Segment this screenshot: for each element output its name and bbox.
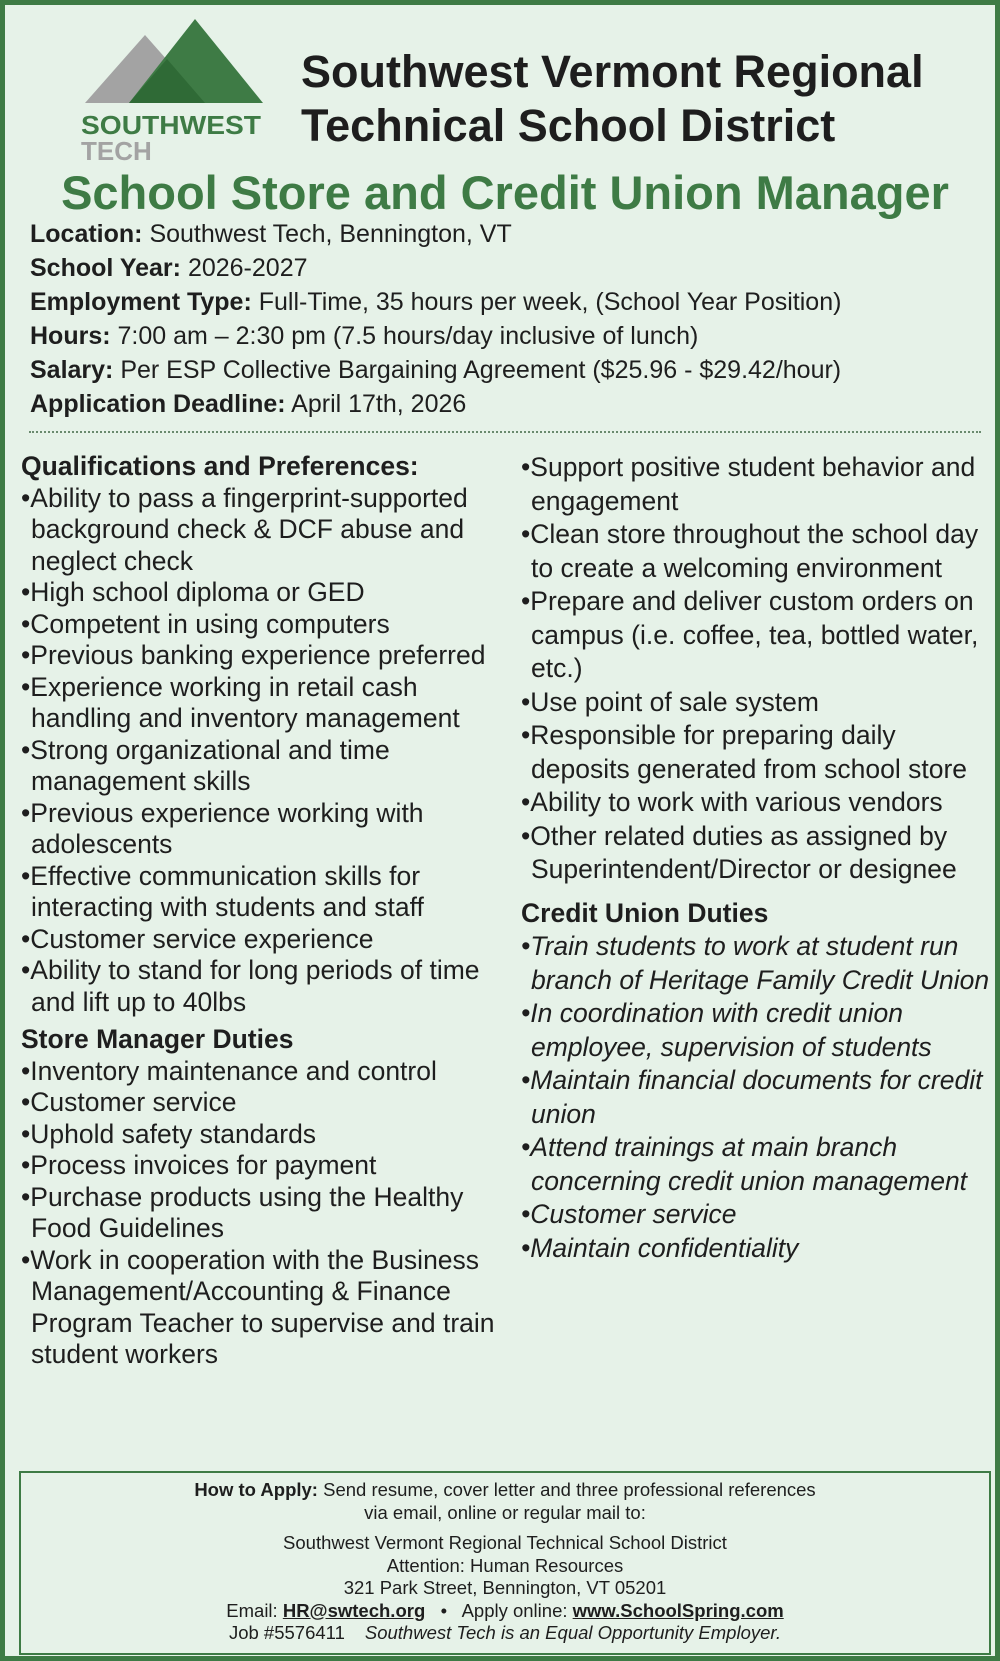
address-line-2: Attention: Human Resources [386,1554,624,1576]
email-link[interactable]: HR@swtech.org [282,1599,426,1621]
dotted-divider [29,431,981,433]
list-item: • Effective communication skills for interacting with students and staff [21,861,497,924]
info-hours: Hours: 7:00 am – 2:30 pm (7.5 hours/day inclusive of lunch) [30,322,699,350]
footer-line [21,1622,989,1645]
list-item: • Maintain confidentiality [521,1232,999,1266]
list-item: • Attend trainings at main branch concerning credit union management [521,1131,999,1198]
list-item: • High school diploma or GED [21,577,497,609]
list-item: • Customer service [521,1198,999,1232]
org-title-line-1: Southwest Vermont Regional [301,46,924,97]
apply-instructions-2: via email, online or regular mail to: [364,1501,646,1523]
right-column [521,451,999,1265]
list-item: • Competent in using computers [21,609,497,641]
qualifications-heading: Qualifications and Preferences: [21,451,419,481]
list-item: • Clean store throughout the school day to create a welcoming environment [521,518,999,585]
organization-title [301,45,991,153]
credit-union-heading: Credit Union Duties [521,897,769,928]
list-item: • In coordination with credit union employee, supervision of students [521,997,999,1064]
address-line-1: Southwest Vermont Regional Technical School District [283,1532,727,1553]
list-item: • Process invoices for payment [21,1150,497,1182]
left-column [21,451,497,1371]
list-item: • Other related duties as assigned by Superintendent/Director or designee [521,820,999,887]
store-duties-heading: Store Manager Duties [21,1024,294,1054]
list-item: • Strong organizational and time management skills [21,735,497,798]
list-item: • Experience working in retail cash handling and inventory management [21,672,497,735]
org-title-line-2: Technical School District [301,100,836,151]
list-item: • Maintain financial documents for credit union [521,1064,999,1131]
info-salary: Salary: Per ESP Collective Bargaining Agreement ($25.96 - $29.42/hour) [30,356,842,384]
job-number: Job #5576411 [228,1622,345,1643]
southwest-tech-logo [81,19,281,169]
list-item: • Ability to work with various vendors [521,786,999,820]
apply-instructions: How to Apply: Send resume, cover letter and three professional references [194,1479,816,1500]
job-info [30,217,990,421]
store-duties-list [21,1056,497,1371]
address-line-3: 321 Park Street, Bennington, VT 05201 [343,1577,667,1598]
credit-union-duties-list [521,930,999,1265]
job-title: School Store and Credit Union Manager [61,166,949,219]
separator-dot: • [440,1599,448,1621]
list-item: • Previous experience working with adolescents [21,798,497,861]
list-item: • Previous banking experience preferred [21,640,497,672]
how-to-apply-box [19,1471,991,1655]
equal-opportunity-statement: Southwest Tech is an Equal Opportunity Employer. [364,1622,782,1643]
list-item: • Support positive student behavior and engagement [521,451,999,518]
list-item: • Prepare and deliver custom orders on campus (i.e. coffee, tea, bottled water, etc.) [521,585,999,686]
logo-word-southwest: SOUTHWEST [81,110,262,140]
list-item: • Ability to pass a fingerprint-supported background check & DCF abuse and neglect check [21,483,497,578]
list-item: • Customer service [21,1087,497,1119]
info-employment-type: Employment Type: Full-Time, 35 hours per week, (School Year Position) [30,288,842,316]
list-item: • Work in cooperation with the Business Management/Accounting & Finance Program Teacher to supervise and train student workers [21,1245,497,1371]
list-item: • Ability to stand for long periods of time and lift up to 40lbs [21,955,497,1018]
info-deadline: Application Deadline: April 17th, 2026 [30,390,467,418]
schoolspring-link[interactable]: www.SchoolSpring.com [572,1599,784,1621]
qualifications-list [21,483,497,1019]
list-item: • Uphold safety standards [21,1119,497,1151]
info-school-year: School Year: 2026-2027 [30,254,308,282]
list-item: • Inventory maintenance and control [21,1056,497,1088]
list-item: • Purchase products using the Healthy Food Guidelines [21,1182,497,1245]
list-item: • Use point of sale system [521,686,999,720]
logo-word-tech: TECH [81,136,152,166]
spacer [21,1524,989,1532]
list-item: • Responsible for preparing daily deposits generated from school store [521,719,999,786]
store-duties-continued-list [521,451,999,887]
info-location: Location: Southwest Tech, Bennington, VT [30,220,512,248]
contact-line: Email: HR@swtech.org • Apply online: www.SchoolSpring.com [226,1599,784,1621]
list-item: • Customer service experience [21,924,497,956]
list-item: • Train students to work at student run branch of Heritage Family Credit Union [521,930,999,997]
